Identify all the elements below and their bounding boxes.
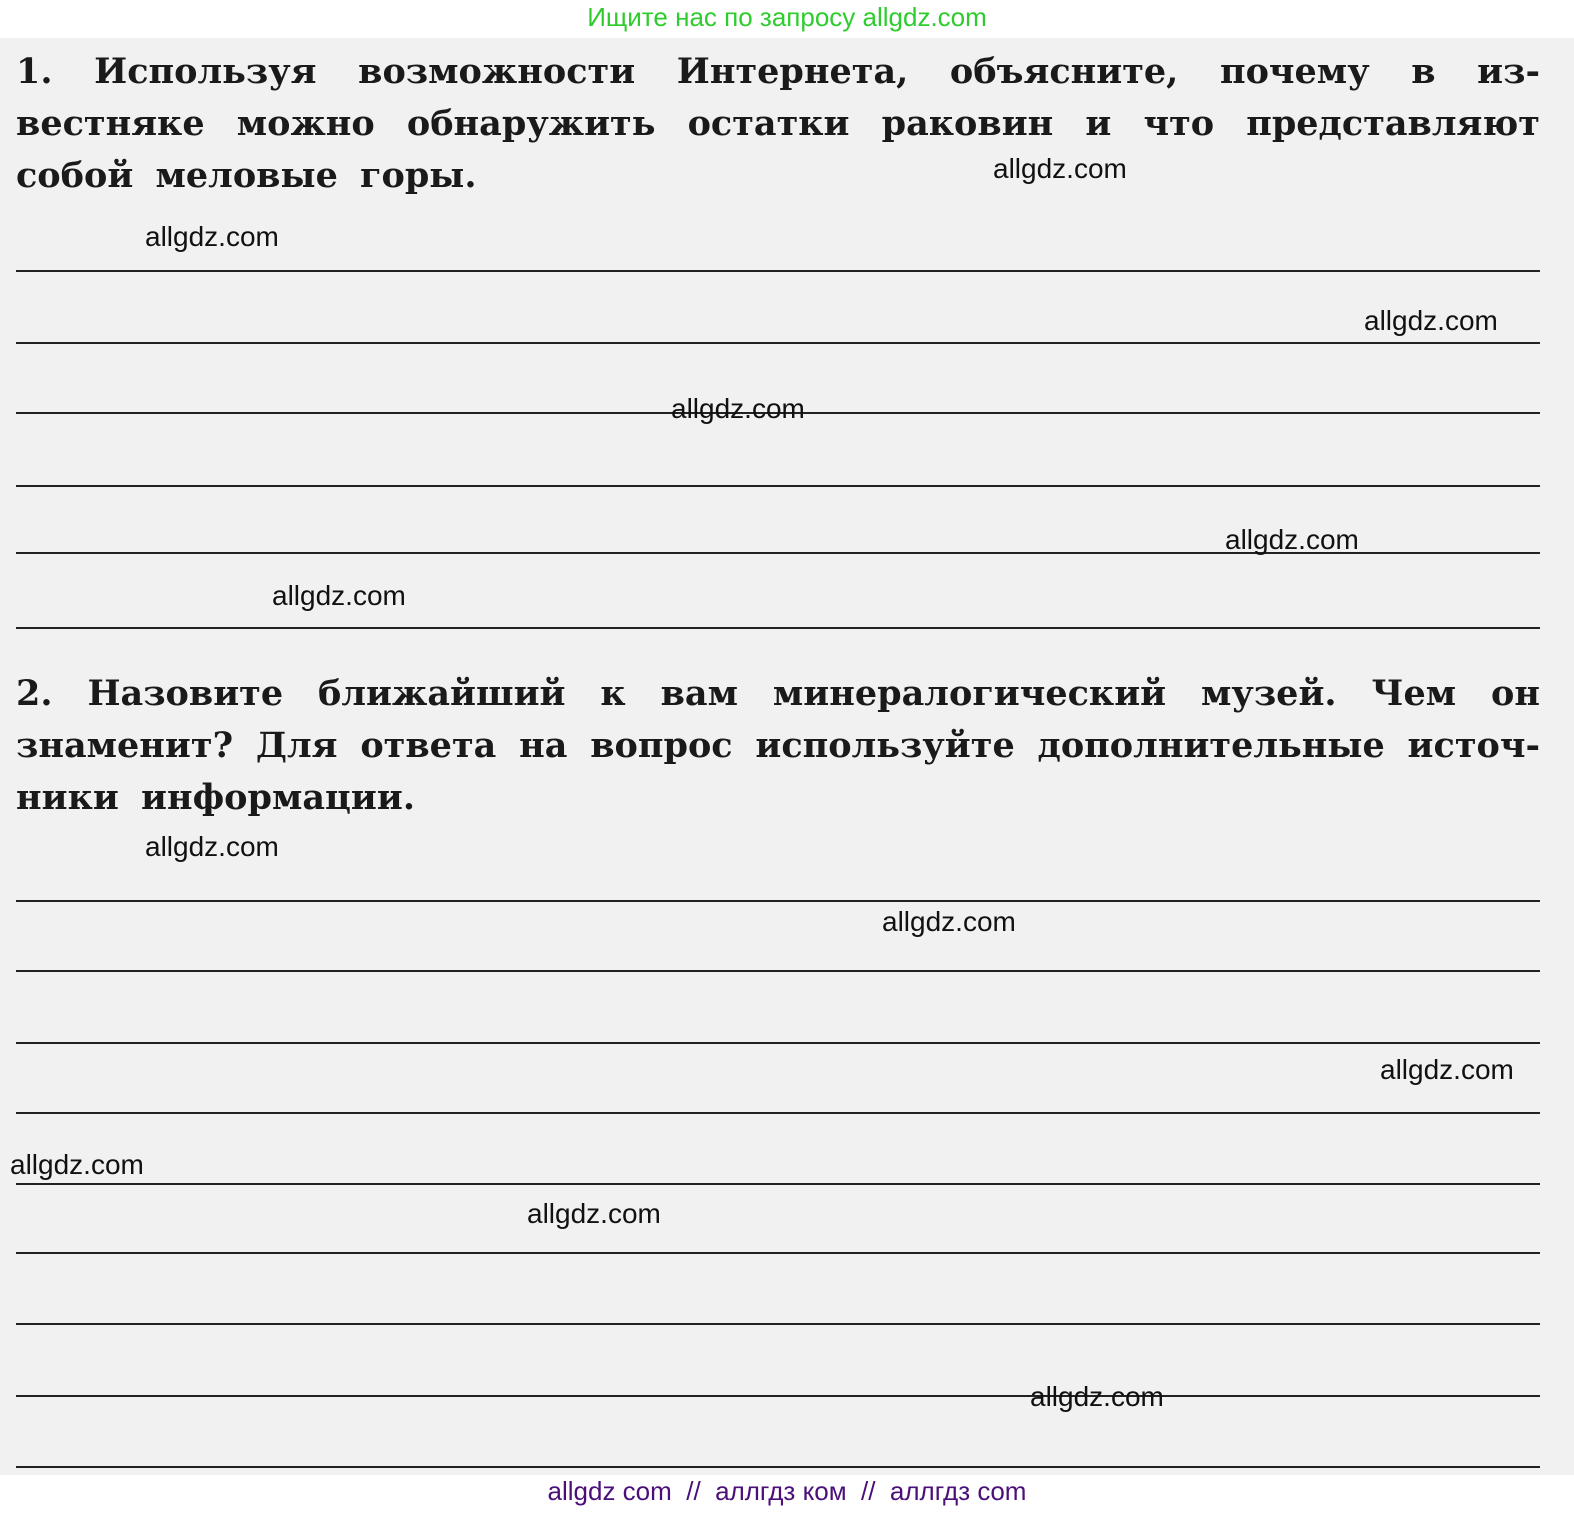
watermark: allgdz.com	[1030, 1381, 1164, 1412]
answer-line[interactable]	[16, 627, 1540, 629]
watermark: allgdz.com	[272, 580, 406, 611]
answer-line[interactable]	[16, 1323, 1540, 1325]
answer-line[interactable]	[16, 900, 1540, 902]
question-line: знаменит? Для ответа на вопрос используйте дополнительные источ-	[16, 725, 1540, 766]
footer-watermark: allgdz com // аллгдз ком // аллгдз com	[547, 1476, 1027, 1506]
answer-line[interactable]	[16, 970, 1540, 972]
search-banner: Ищите нас по запросу allgdz.com	[587, 2, 987, 32]
answer-line[interactable]	[16, 1395, 1540, 1397]
question-2	[16, 668, 1540, 824]
watermark: allgdz.com	[527, 1198, 661, 1229]
watermark: allgdz.com	[882, 906, 1016, 937]
watermark: allgdz.com	[993, 153, 1127, 184]
question-line: собой меловые горы.	[16, 155, 477, 196]
answer-line[interactable]	[16, 1466, 1540, 1468]
question-line: 1. Используя возможности Интернета, объясните, почему в из-	[16, 51, 1540, 92]
question-line: вестняке можно обнаружить остатки раковин и что представляют	[16, 103, 1540, 144]
watermark: allgdz.com	[145, 831, 279, 862]
answer-line[interactable]	[16, 485, 1540, 487]
answer-line[interactable]	[16, 342, 1540, 344]
answer-line[interactable]	[16, 1042, 1540, 1044]
answer-line[interactable]	[16, 270, 1540, 272]
question-line: 2. Назовите ближайший к вам минералогический музей. Чем он	[16, 673, 1540, 714]
answer-line[interactable]	[16, 1183, 1540, 1185]
watermark: allgdz.com	[1380, 1054, 1514, 1085]
answer-line[interactable]	[16, 1252, 1540, 1254]
watermark: allgdz.com	[671, 393, 805, 424]
watermark: allgdz.com	[1364, 305, 1498, 336]
watermark: allgdz.com	[145, 221, 279, 252]
question-line: ники информации.	[16, 777, 415, 818]
answer-line[interactable]	[16, 1112, 1540, 1114]
watermark: allgdz.com	[1225, 524, 1359, 555]
question-1	[16, 46, 1540, 202]
watermark: allgdz.com	[10, 1149, 144, 1180]
